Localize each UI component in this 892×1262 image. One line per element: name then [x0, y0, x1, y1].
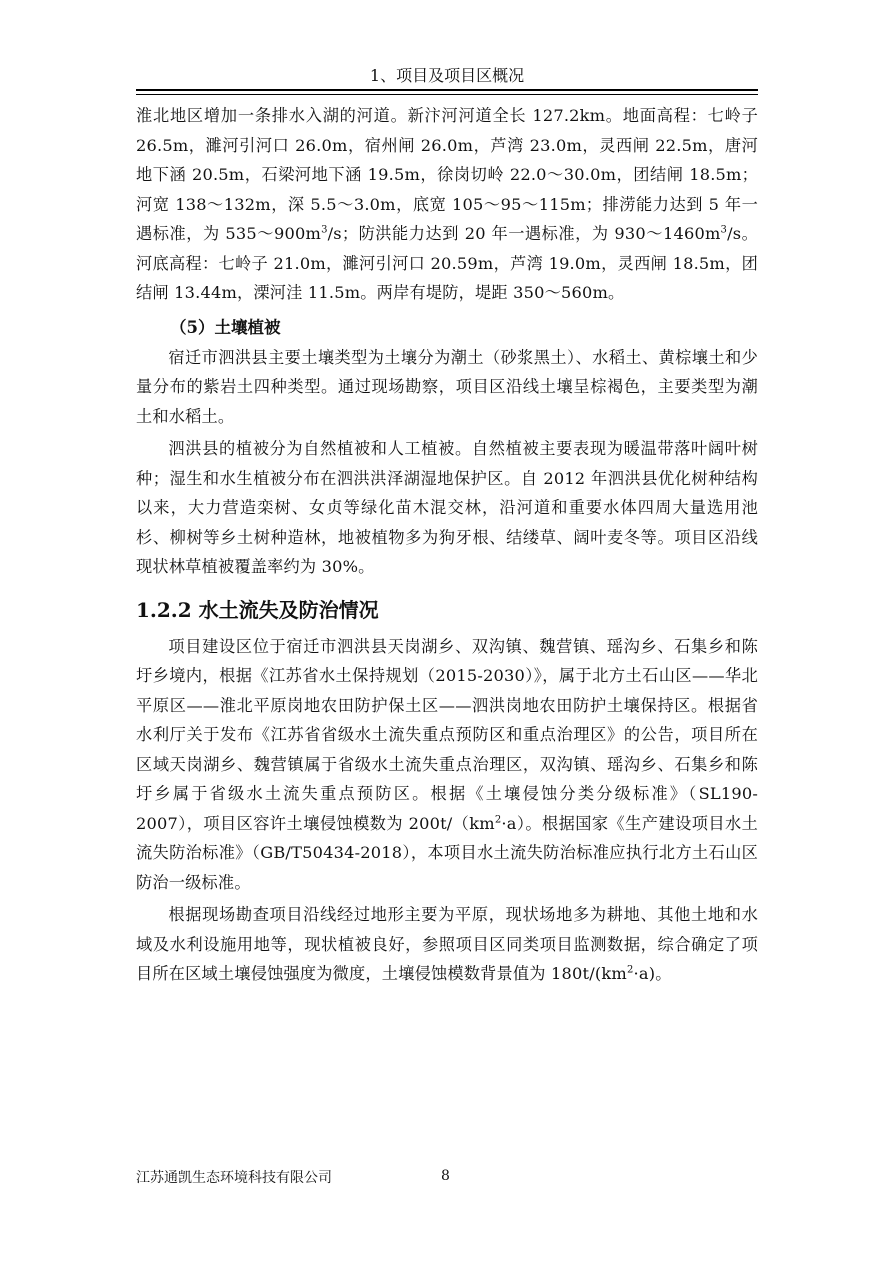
erosion-background-paragraph: 根据现场勘查项目沿线经过地形主要为平原，现状场地多为耕地、其他土地和水域及水利设施用地等，现状植被良好，参照项目区同类项目监测数据，综合确定了项目所在区域土壤侵蚀强度为微度，土壤侵蚀模数背景值为 $180t/(km^2\cdot a)$。: [136, 905, 758, 983]
river-paragraph: 淮北地区增加一条排水入湖的河道。新汴河河道全长 127.2km。地面高程：七岭子 26.5m，濉河引河口 26.0m，宿州闸 26.0m，芦湾 23.0m，灵西闸 22.5m，唐河地下涵 20.5m，石梁河地下涵 19.5m，徐岗切岭 22.0～30.0m，团结闸 18.5m；河宽 138～132m，深 5.5～3.0m，底宽 105～95～115m；排涝能力达到 5 年一遇标准，为 $535\sim 900m^3/s$；防洪能力达到 20 年一遇标准，为 $930\sim 1460m^3/s$。河底高程：七岭子 21.0m，濉河引河口 20.59m，芦湾 19.0m，灵西闸 18.5m，团结闸 13.44m，溧河洼 11.5m。两岸有堤防，堤距 350～560m。: [136, 106, 758, 302]
footer-company: 江苏通凯生态环境科技有限公司: [136, 1170, 332, 1186]
vegetation-paragraph: 泗洪县的植被分为自然植被和人工植被。自然植被主要表现为暖温带落叶阔叶树种；湿生和水生植被分布在泗洪洪泽湖湿地保护区。自 2012 年泗洪县优化树种结构以来，大力营造栾树、女贞等绿化苗木混交林，沿河道和重要水体四周大量选用池杉、柳树等乡土树种造林，地被植物多为狗牙根、结缕草、阔叶麦冬等。项目区沿线现状林草植被覆盖率约为 30%。: [136, 439, 758, 576]
page-body: [136, 101, 758, 989]
running-header: 1、项目及项目区概况: [369, 66, 525, 85]
page-number: 8: [441, 1168, 450, 1184]
soil-paragraph: 宿迁市泗洪县主要土壤类型为土壤分为潮土（砂浆黑土）、水稻土、黄棕壤土和少量分布的紫岩土四种类型。通过现场勘察，项目区沿线土壤呈棕褐色，主要类型为潮土和水稻土。: [136, 347, 758, 426]
section-heading-soil-erosion: 1.2.2 水土流失及防治情况: [136, 597, 379, 622]
header-rule-thin: [136, 94, 758, 95]
header-rule-thick: [136, 89, 758, 91]
section-heading-soil-vegetation: （5）土壤植被: [170, 317, 281, 337]
erosion-zoning-paragraph: 项目建设区位于宿迁市泗洪县天岗湖乡、双沟镇、魏营镇、瑶沟乡、石集乡和陈圩乡境内，根据《江苏省水土保持规划（2015-2030）》，属于北方土石山区——华北平原区——淮北平原岗地农田防护保土区——泗洪岗地农田防护土壤保持区。根据省水利厅关于发布《江苏省省级水土流失重点预防区和重点治理区》的公告，项目所在区域天岗湖乡、魏营镇属于省级水土流失重点治理区，双沟镇、瑶沟乡、石集乡和陈圩乡属于省级水土流失重点预防区。根据《土壤侵蚀分类分级标准》（SL190-2007），项目区容许土壤侵蚀模数为 $200t/(km^2\cdot a)$。根据国家《生产建设项目水土流失防治标准》（GB/T50434-2018），本项目水土流失防治标准应执行北方土石山区防治一级标准。: [136, 636, 758, 892]
